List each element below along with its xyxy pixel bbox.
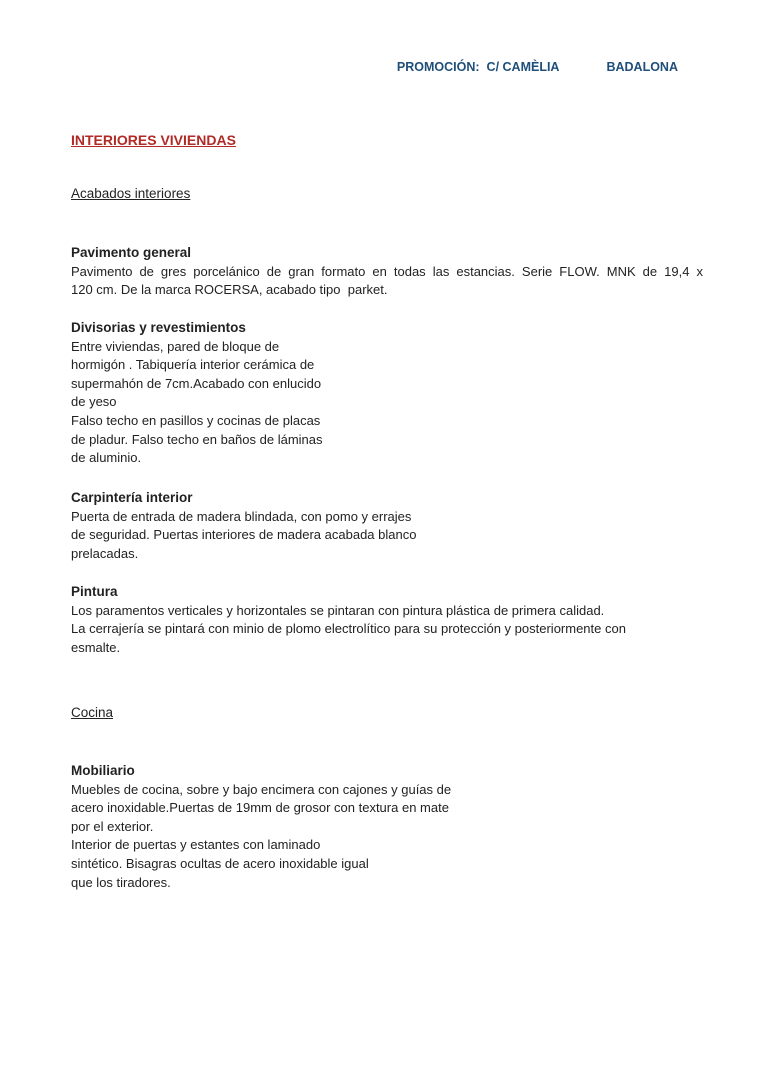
pintura-title: Pintura [71,584,118,599]
main-title: INTERIORES VIVIENDAS [71,132,236,148]
body-line: Los paramentos verticales y horizontales se pintaran con pintura plástica de primera calidad. [71,602,605,618]
body-line: de aluminio. [71,450,142,466]
divisorias-block [71,319,703,468]
body-line: Interior de puertas y estantes con laminado [71,837,321,853]
carpinteria-title: Carpintería interior [71,490,193,505]
pintura-block [71,583,703,657]
body-line: prelacadas. [71,545,139,561]
pavimento-title: Pavimento general [71,245,192,260]
section-heading-cocina: Cocina [71,705,114,720]
body-line: hormigón . Tabiquería interior cerámica de [71,357,315,373]
promotion-street: C/ CAMÈLIA [486,60,560,74]
body-line: Falso techo en pasillos y cocinas de placas [71,412,321,428]
divisorias-title: Divisorias y revestimientos [71,320,246,335]
body-line: La cerrajería se pintará con minio de plomo electrolítico para su protección y posteriormente con [71,621,626,637]
body-line: 120 cm. De la marca ROCERSA, acabado tipo parket. [71,282,388,298]
body-line: de seguridad. Puertas interiores de madera acabada blanco [71,527,417,543]
body-line: de yeso [71,394,117,410]
mobiliario-title: Mobiliario [71,763,135,778]
pavimento-block [71,244,703,300]
promotion-city: BADALONA [606,60,678,74]
body-line: por el exterior. [71,818,154,834]
section-heading-acabados: Acabados interiores [71,186,191,201]
body-line: Muebles de cocina, sobre y bajo encimera con cajones y guías de [71,781,452,797]
promotion-label: PROMOCIÓN: [396,60,480,74]
body-line: acero inoxidable.Puertas de 19mm de grosor con textura en mate [71,800,449,816]
promotion-header [383,46,678,88]
body-line: sintético. Bisagras ocultas de acero inoxidable igual [71,855,369,871]
body-line: de pladur. Falso techo en baños de láminas [71,431,323,447]
body-line: supermahón de 7cm.Acabado con enlucido [71,375,322,391]
body-line: que los tiradores. [71,874,171,890]
body-line: Entre viviendas, pared de bloque de [71,338,280,354]
carpinteria-block [71,489,703,563]
body-line: Pavimento de gres porcelánico de gran formato en todas las estancias. Serie FLOW. MNK de 19,4 x [71,263,703,279]
body-line: Puerta de entrada de madera blindada, con pomo y errajes [71,508,412,524]
body-line: esmalte. [71,639,121,655]
mobiliario-block [71,762,703,892]
